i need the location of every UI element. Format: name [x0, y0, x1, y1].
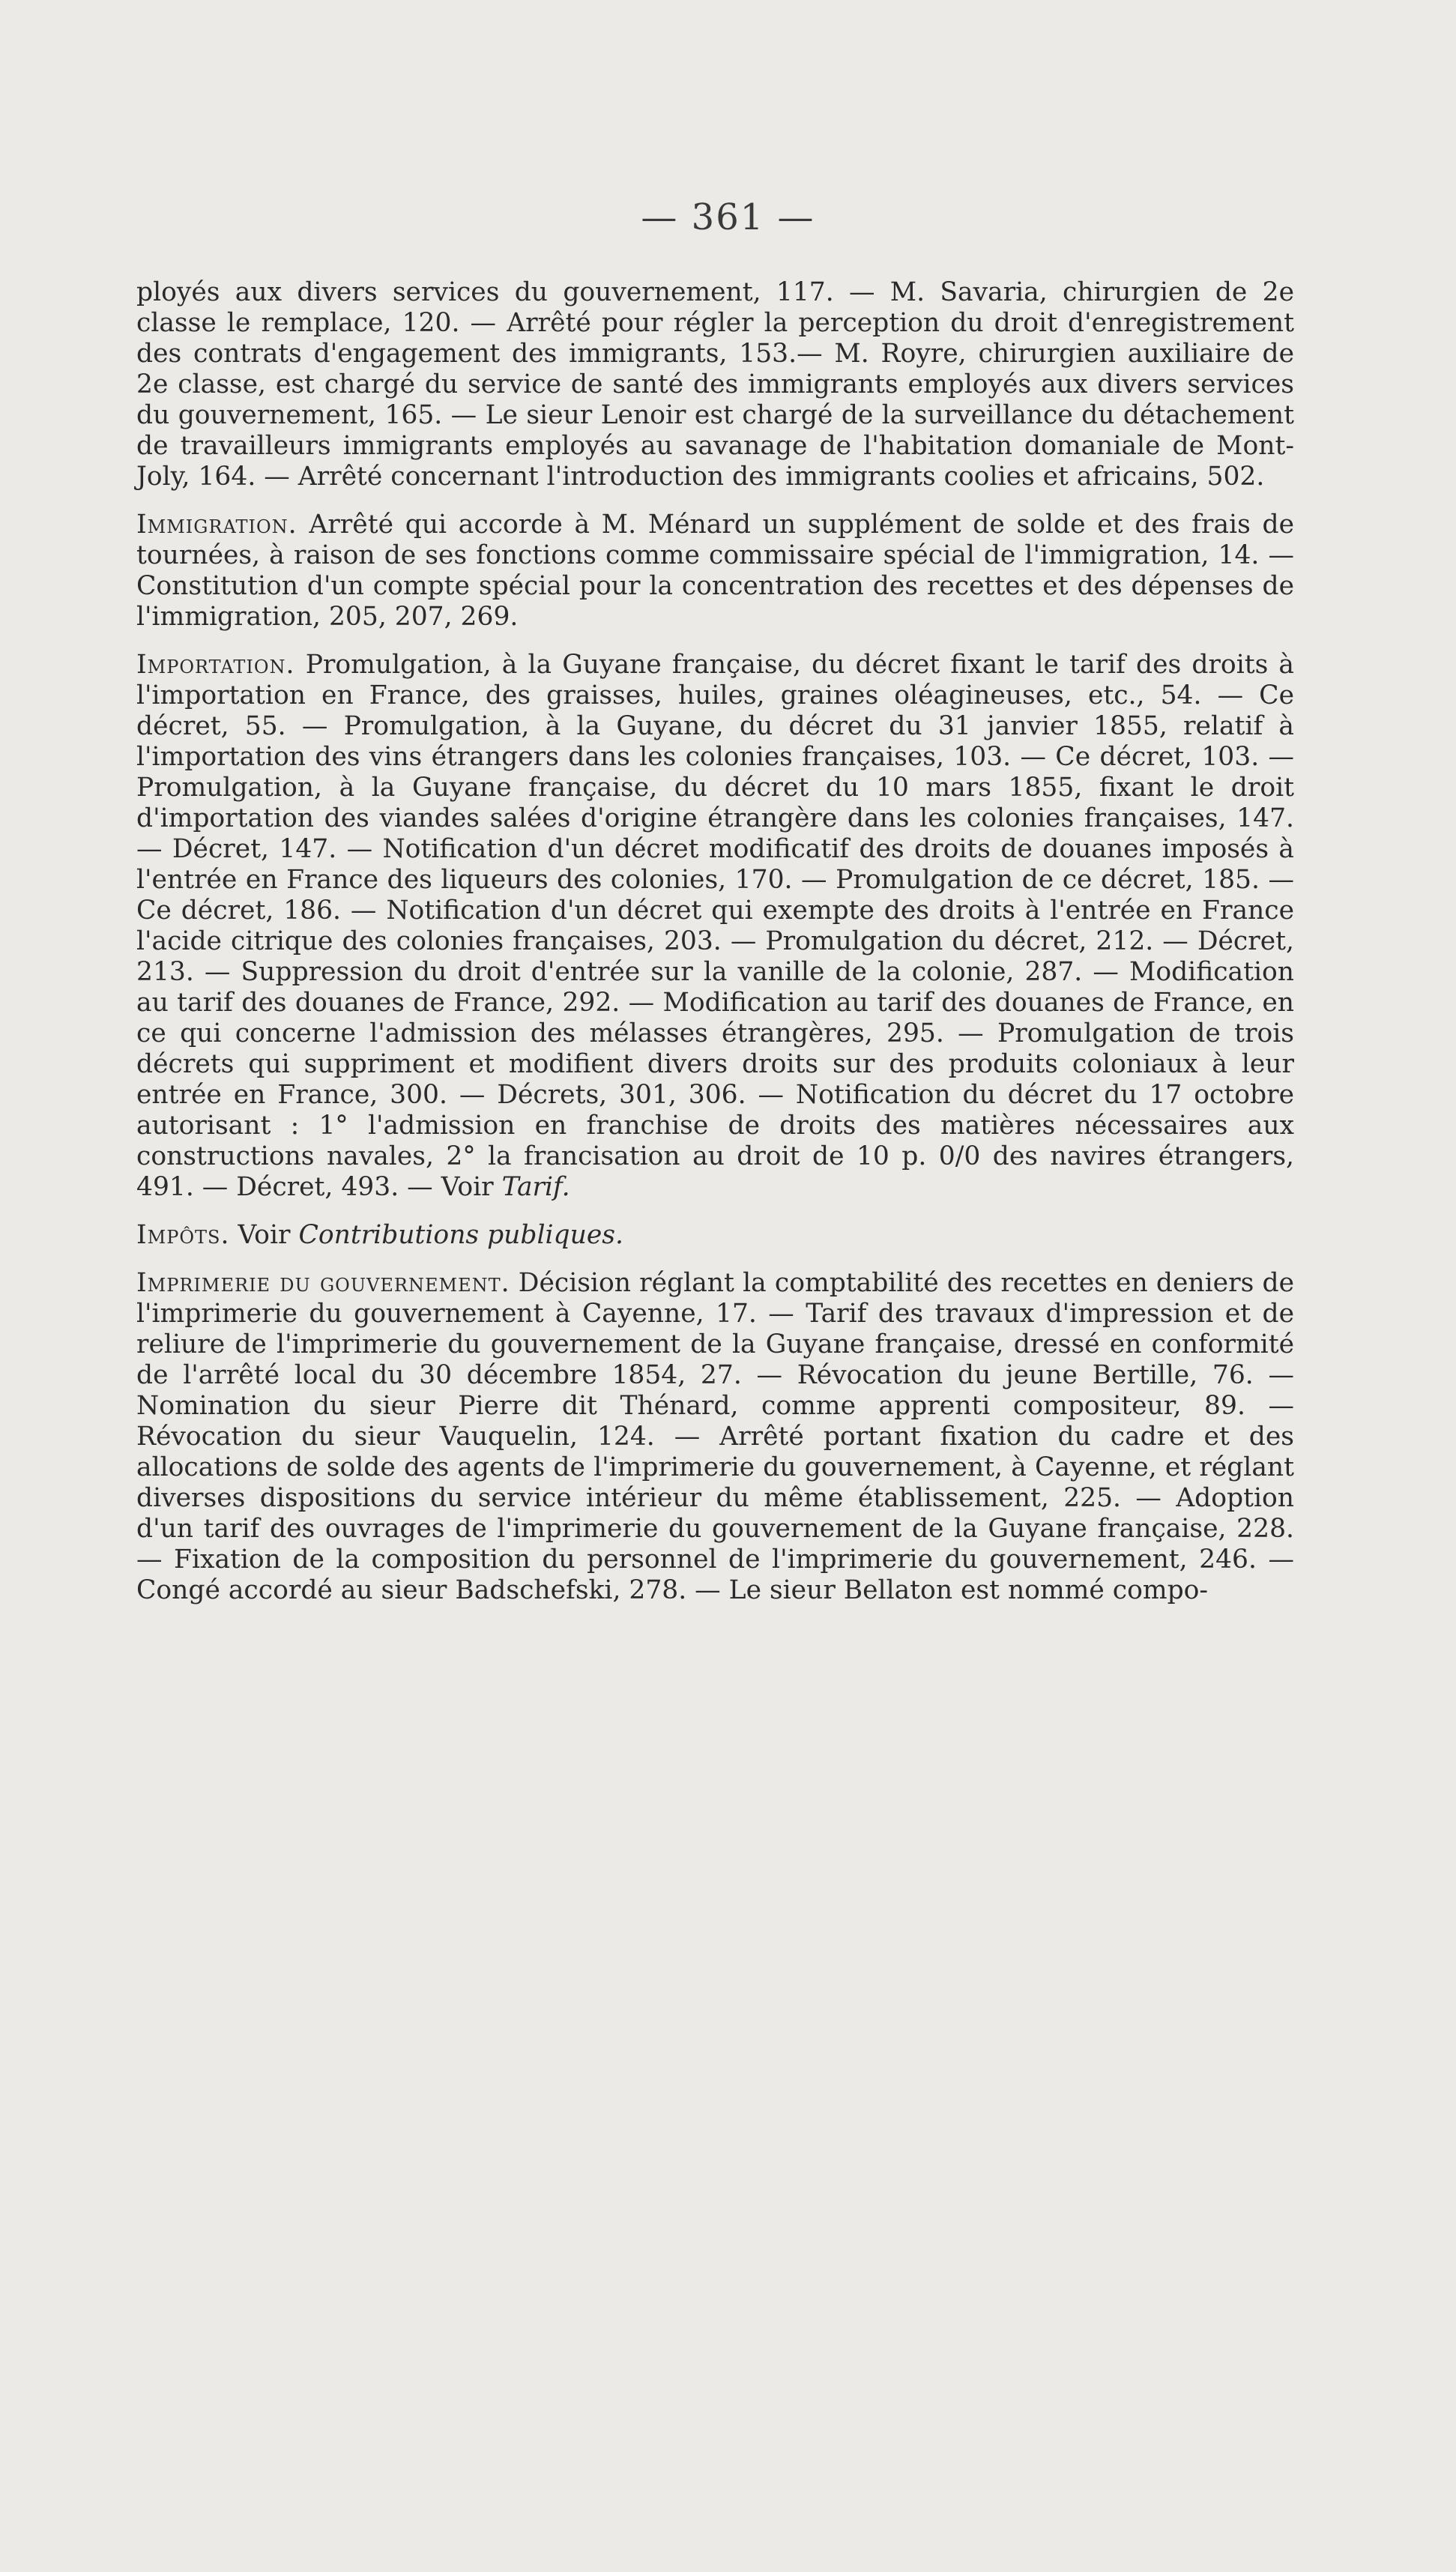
entry-text: Arrêté qui accorde à M. Ménard un supplément de solde et des frais de tournées, à raison de ses fonctions comme commissaire spécial de l'immigration, 14. — Constitution d'un compte spécial pour la concentration des recettes et des dépenses de l'immigration, 205, 207, 269.	[136, 510, 1294, 632]
entry-text: Décision réglant la comptabilité des recettes en deniers de l'imprimerie du gouvernement à Cayenne, 17. — Tarif des travaux d'impression et de reliure de l'imprimerie du gouvernement de la Guyane française, dressé en conformité de l'arrêté local du 30 décembre 1854, 27. — Révocation du jeune Bertille, 76. — Nomination du sieur Pierre dit Thénard, comme apprenti compositeur, 89. — Révocation du sieur Vauquelin, 124. — Arrêté portant fixation du cadre et des allocations de solde des agents de l'imprimerie du gouvernement, à Cayenne, et réglant diverses dispositions du service intérieur du même établissement, 225. — Adoption d'un tarif des ouvrages de l'imprimerie du gouvernement de la Guyane française, 228. — Fixation de la composition du personnel de l'imprimerie du gouvernement, 246. — Congé accordé au sieur Badschefski, 278. — Le sieur Bellaton est nommé compo-	[136, 1268, 1295, 1605]
index-entry-impots	[136, 1220, 1294, 1251]
entry-text: ployés aux divers services du gouvernement, 117. — M. Savaria, chirurgien de 2e classe le remplace, 120. — Arrêté pour régler la perception du droit d'enregistrement des contrats d'engagement des immigrants, 153.— M. Royre, chirurgien auxiliaire de 2e classe, est chargé du service de santé des immigrants employés aux divers services du gouvernement, 165. — Le sieur Lenoir est chargé de la surveillance du détachement de travailleurs immigrants employés au savanage de l'habitation domaniale de Mont-Joly, 164. — Arrêté concernant l'introduction des immigrants coolies et africains, 502.	[136, 277, 1294, 492]
entry-headword: Immigration.	[136, 510, 297, 540]
entry-text: Promulgation, à la Guyane française, du décret fixant le tarif des droits à l'importation en France, des graisses, huiles, graines oléagineuses, etc., 54. — Ce décret, 55. — Promulgation, à la Guyane, du décret du 31 janvier 1855, relatif à l'importation des vins étrangers dans les colonies françaises, 103. — Ce décret, 103. — Promulgation, à la Guyane française, du décret du 10 mars 1855, fixant le droit d'importation des viandes salées d'origine étrangère dans les colonies françaises, 147. — Décret, 147. — Notification d'un décret modificatif des droits de douanes imposés à l'entrée en France des liqueurs des colonies, 170. — Promulgation de ce décret, 185. — Ce décret, 186. — Notification d'un décret qui exempte des droits à l'entrée en France l'acide citrique des colonies françaises, 203. — Promulgation du décret, 212. — Décret, 213. — Suppression du droit d'entrée sur la vanille de la colonie, 287. — Modification au tarif des douanes de France, 292. — Modification au tarif des douanes de France, en ce qui concerne l'admission des mélasses étrangères, 295. — Promulgation de trois décrets qui suppriment et modifient divers droits sur des produits coloniaux à leur entrée en France, 300. — Décrets, 301, 306. — Notification du décret du 17 octobre autorisant : 1° l'admission en franchise de droits des matières nécessaires aux constructions navales, 2° la francisation au droit de 10 p. 0/0 des navires étrangers, 491. — Décret, 493. — Voir	[136, 650, 1295, 1202]
entry-headword: Imprimerie du gouvernement.	[136, 1268, 510, 1298]
index-text-block	[136, 277, 1294, 1623]
entry-cross-reference: Tarif.	[501, 1172, 570, 1202]
entry-cross-reference: Contributions publiques.	[298, 1220, 623, 1250]
page-number: — 361 —	[641, 196, 815, 238]
entry-headword: Impôts.	[136, 1220, 230, 1250]
index-entry-continuation	[136, 277, 1294, 492]
index-entry-importation	[136, 650, 1294, 1203]
index-entry-imprimerie	[136, 1268, 1294, 1606]
entry-text: Voir	[238, 1220, 291, 1250]
entry-headword: Importation.	[136, 650, 295, 680]
index-entry-immigration	[136, 510, 1294, 633]
